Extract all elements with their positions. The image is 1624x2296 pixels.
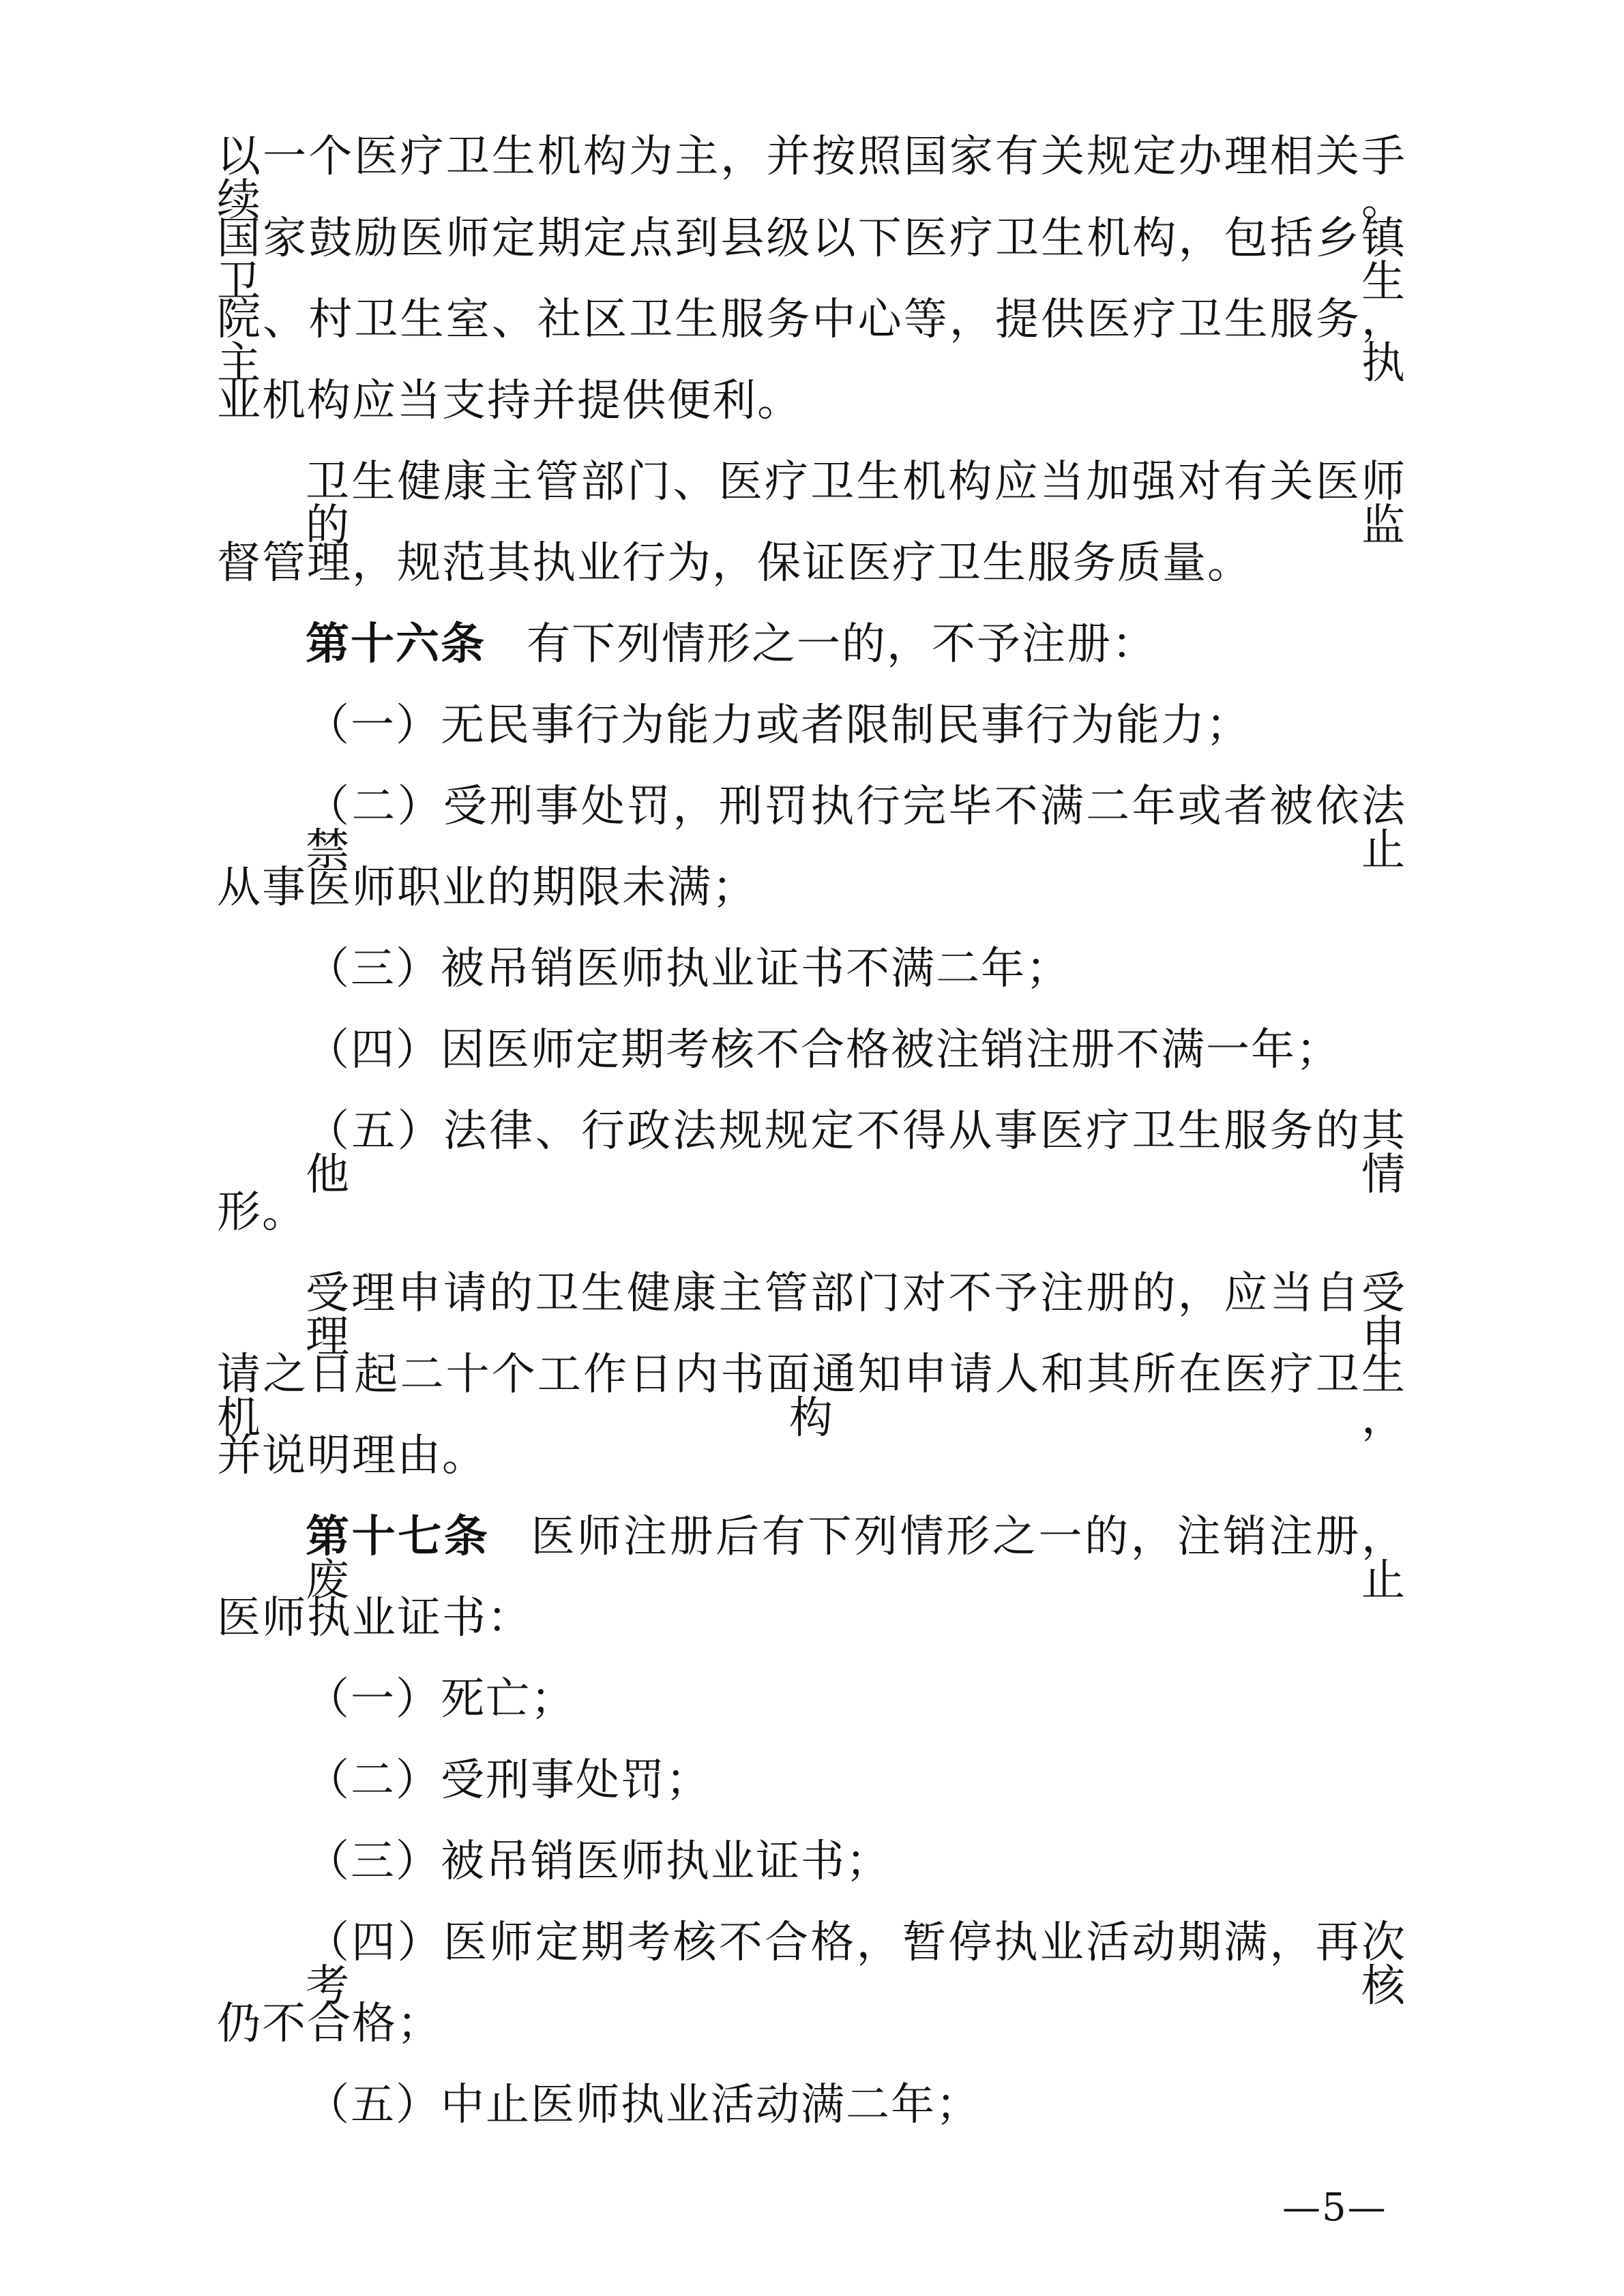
text-line: 从事医师职业的期限未满； xyxy=(217,863,757,913)
text-line: （五）法律、行政法规规定不得从事医疗卫生服务的其他情 xyxy=(306,1106,1406,1200)
text-line: 受理申请的卫生健康主管部门对不予注册的，应当自受理申 xyxy=(306,1268,1406,1362)
text-line: 国家鼓励医师定期定点到县级以下医疗卫生机构，包括乡镇卫生 xyxy=(217,213,1406,308)
text-line: 医师执业证书： xyxy=(217,1593,532,1643)
text-line: 卫生健康主管部门、医疗卫生机构应当加强对有关医师的监 xyxy=(306,457,1406,551)
text-line: （五）中止医师执业活动满二年； xyxy=(306,2080,981,2130)
text-line: （一）无民事行为能力或者限制民事行为能力； xyxy=(306,700,1251,751)
text-line: 并说明理由。 xyxy=(217,1431,487,1481)
article-text: 医师注册后有下列情形之一的，注销注册，废止 xyxy=(306,1512,1406,1606)
article-text: 有下列情形之一的，不予注册： xyxy=(527,619,1157,670)
text-line: 业机构应当支持并提供便利。 xyxy=(217,376,802,426)
text-line: 督管理，规范其执业行为，保证医疗卫生服务质量。 xyxy=(217,538,1252,588)
article-heading: 第十七条 xyxy=(306,1512,490,1562)
text-line: （三）被吊销医师执业证书不满二年； xyxy=(306,944,1071,994)
article-line xyxy=(306,619,1157,670)
text-line: 请之日起二十个工作日内书面通知申请人和其所在医疗卫生机构， xyxy=(217,1350,1406,1444)
text-line: 形。 xyxy=(217,1187,307,1238)
article-line xyxy=(306,1512,1406,1606)
text-line: （一）死亡； xyxy=(306,1674,576,1725)
text-line: （二）受刑事处罚； xyxy=(306,1755,711,1806)
article-heading: 第十六条 xyxy=(306,619,486,670)
text-line: 以一个医疗卫生机构为主，并按照国家有关规定办理相关手续。 xyxy=(217,132,1406,226)
text-line: （四）医师定期考核不合格，暂停执业活动期满，再次考核 xyxy=(306,1918,1406,2012)
page-number: —5— xyxy=(1282,2186,1387,2230)
text-line: 院、村卫生室、社区卫生服务中心等，提供医疗卫生服务，主执 xyxy=(217,295,1406,389)
text-line: 仍不合格； xyxy=(217,1999,442,2049)
text-line: （三）被吊销医师执业证书； xyxy=(306,1836,891,1887)
text-line: （四）因医师定期考核不合格被注销注册不满一年； xyxy=(306,1025,1341,1075)
text-line: （二）受刑事处罚，刑罚执行完毕不满二年或者被依法禁止 xyxy=(306,781,1406,876)
